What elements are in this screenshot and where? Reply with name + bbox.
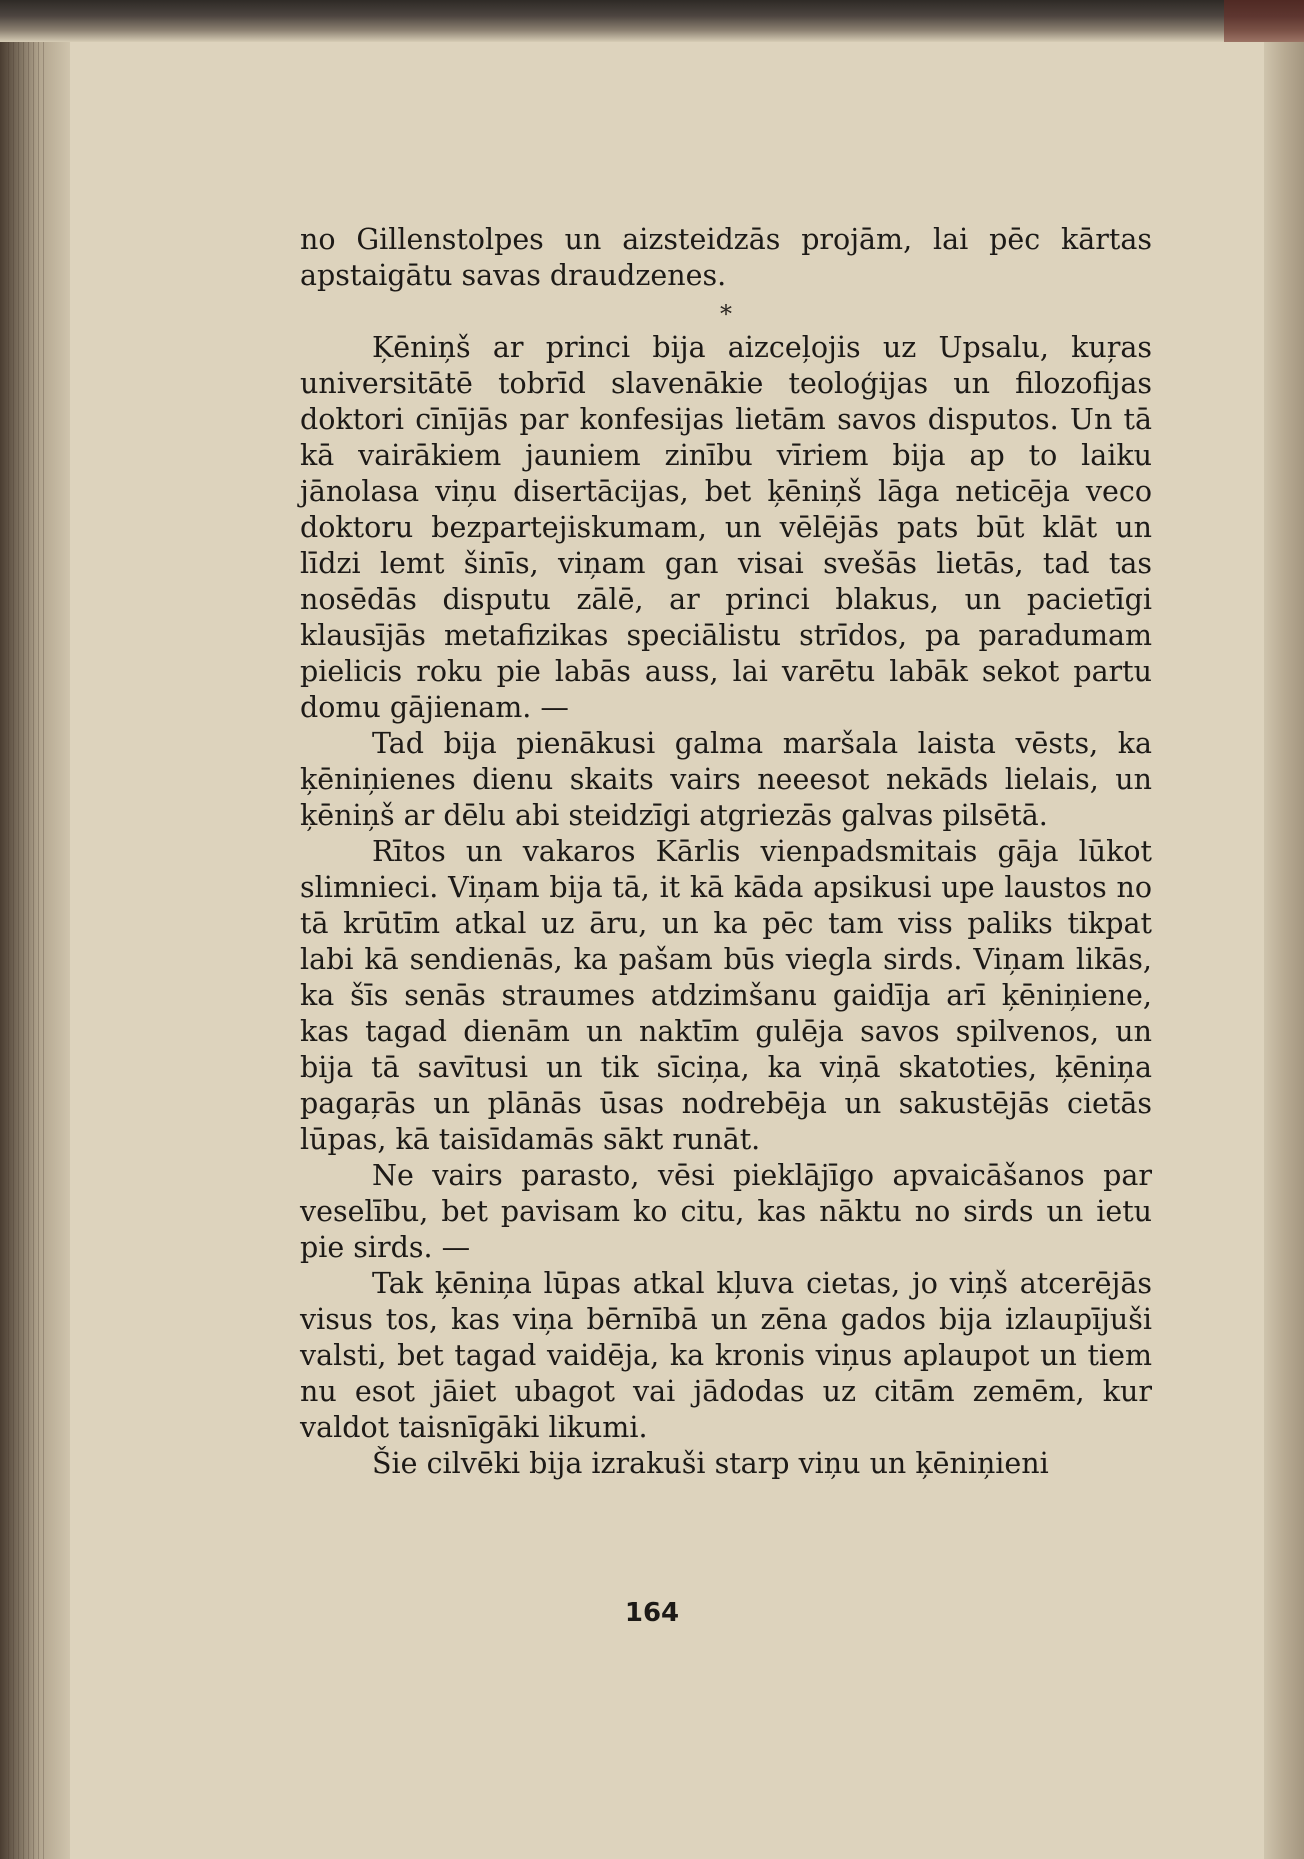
page-top-edge bbox=[0, 0, 1304, 42]
page-text-block bbox=[300, 222, 1152, 1482]
paragraph: Tad bija pienākusi galma maršala laista vēsts, ka ķēniņienes dienu skaits vairs neeesot nekāds lielais, un ķēniņš ar dēlu abi steidzīgi atgriezās galvas pilsētā. bbox=[300, 727, 1152, 832]
paragraph: Šie cilvēki bija izrakuši starp viņu un ķēniņieni bbox=[372, 1447, 1049, 1480]
paragraph: Ķēniņš ar princi bija aizceļojis uz Upsalu, kuŗas universitātē tobrīd slavenākie teoloģijas un filozofijas doktori cīnījās par konfesijas lietām savos disputos. Un tā kā vairākiem jauniem zinību vīriem bija ap to laiku jānolasa viņu disertācijas, bet ķēniņš lāga neticēja veco doktoru bezpartejiskumam, un vēlējās pats būt klāt un līdzi lemt šinīs, viņam gan visai svešās lietās, tad tas nosēdās disputu zālē, ar princi blakus, un pacietīgi klausījās metafizikas speciālistu strīdos, pa paradumam pielicis roku pie labās auss, lai varētu labāk sekot partu domu gājienam. — bbox=[300, 331, 1152, 724]
book-binding-edge bbox=[0, 0, 70, 1859]
page-number: 164 bbox=[624, 1598, 680, 1628]
page-right-edge bbox=[1264, 0, 1304, 1859]
paragraph: Tak ķēniņa lūpas atkal kļuva cietas, jo viņš atcerējās visus tos, kas viņa bērnībā un zēna gados bija izlaupījuši valsti, bet tagad vaidēja, ka kronis viņus aplaupot un tiem nu esot jāiet ubagot vai jādodas uz citām zemēm, kur valdot taisnīgāki likumi. bbox=[300, 1267, 1152, 1444]
paragraph: Rītos un vakaros Kārlis vienpadsmitais gāja lūkot slimnieci. Viņam bija tā, it kā kāda apsikusi upe laustos no tā krūtīm atkal uz āru, un ka pēc tam viss paliks tikpat labi kā sendienās, ka pašam būs viegla sirds. Viņam likās, ka šīs senās straumes atdzimšanu gaidīja arī ķēniņiene, kas tagad dienām un naktīm gulēja savos spilvenos, un bija tā savītusi un tik sīciņa, ka viņā skatoties, ķēniņa pagaŗās un plānās ūsas nodrebēja un sakustējās cietās lūpas, kā taisīdamās sākt runāt. bbox=[300, 835, 1152, 1156]
paragraph: Ne vairs parasto, vēsi pieklājīgo apvaicāšanos par veselību, bet pavisam ko citu, kas nāktu no sirds un ietu pie sirds. — bbox=[300, 1159, 1152, 1264]
paragraph-continuation: no Gillenstolpes un aizsteidzās projām, lai pēc kārtas apstaigātu savas draudzenes. bbox=[300, 223, 1152, 292]
section-separator: * bbox=[720, 300, 732, 328]
